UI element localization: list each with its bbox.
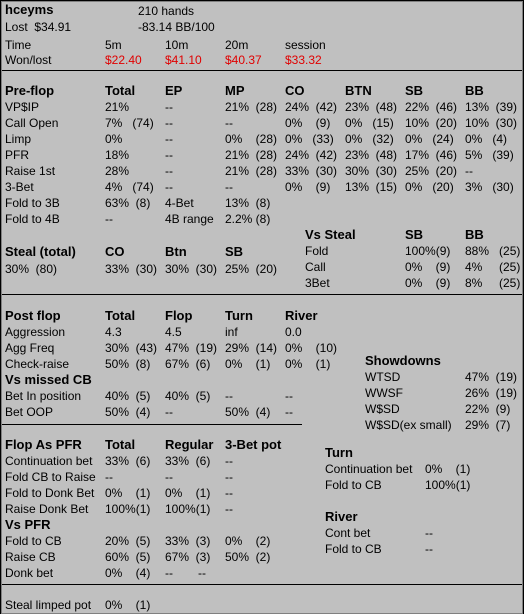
stat-value: 22% (9) — [465, 402, 511, 416]
wonlost-session: $33.32 — [285, 53, 322, 67]
flop-pfr-title: Flop As PFR — [5, 437, 82, 452]
hands-count: 210 hands — [138, 4, 195, 18]
vs-steal-title: Vs Steal — [305, 227, 356, 242]
stat-label: Call Open — [5, 116, 59, 130]
vs-steal-head-bb: BB — [465, 227, 484, 242]
stat-label: WWSF — [365, 386, 403, 400]
stat-value: -- — [165, 100, 173, 114]
stat-label: W$SD(ex small) — [365, 418, 452, 432]
stat-label: Bet OOP — [5, 405, 54, 419]
divider — [2, 70, 522, 71]
preflop-head-mp: MP — [225, 83, 245, 98]
stat-value: 60% (5) — [105, 550, 151, 564]
stat-label: Fold to CB — [5, 534, 62, 548]
stat-value: -- — [285, 405, 293, 419]
steal-title: Steal (total) — [5, 244, 76, 259]
stat-value: 0% (28) — [225, 132, 278, 146]
postflop-head-flop: Flop — [165, 308, 193, 323]
stat-value: 7% (74) — [105, 116, 154, 130]
stat-label: Fold to CB — [325, 542, 382, 556]
stat-value: 24% (42) — [285, 100, 338, 114]
stat-value: 100%(9) — [405, 244, 451, 258]
time-col-20m: 20m — [225, 38, 249, 52]
stat-value: 100%(1) — [425, 478, 471, 492]
stat-value: 50% (8) — [105, 357, 151, 371]
stat-value: 0% (1) — [105, 486, 151, 500]
stat-value: 3% (30) — [465, 180, 514, 194]
wonlost-label: Won/lost — [5, 53, 52, 67]
stat-label: Agg Freq — [5, 341, 55, 355]
flop-pfr-head-regular: Regular — [165, 437, 214, 452]
stat-value: 0% (4) — [465, 132, 508, 146]
stat-value: 21% (28) — [225, 148, 278, 162]
preflop-head-ep: EP — [165, 83, 183, 98]
stat-value: inf — [225, 325, 238, 339]
divider — [2, 294, 522, 295]
stat-value: 30% (43) — [105, 341, 158, 355]
stat-value: 21% (28) — [225, 100, 278, 114]
stat-label: Donk bet — [5, 566, 54, 580]
stat-value: 0% (1) — [425, 462, 471, 476]
stat-value: -- — [165, 470, 173, 484]
stat-value: -- — [225, 502, 233, 516]
time-label: Time — [5, 38, 32, 52]
stat-value: 67% (6) — [165, 357, 211, 371]
wonlost-10m: $41.10 — [165, 53, 202, 67]
stat-value: -- — [225, 116, 233, 130]
stat-label: Raise CB — [5, 550, 56, 564]
stat-value: 0% (4) — [105, 566, 151, 580]
divider — [2, 424, 302, 425]
missed-cb-title: Vs missed CB — [5, 372, 92, 387]
lost-amount: Lost $34.91 — [5, 20, 72, 34]
preflop-title: Pre-flop — [5, 83, 55, 98]
stat-value: 30% (30) — [345, 164, 398, 178]
stat-value: 25% (20) — [405, 164, 458, 178]
stat-value: 4.5 — [165, 325, 182, 339]
flop-pfr-head-3bet: 3-Bet pot — [225, 437, 282, 452]
stat-value: 0% (1) — [285, 357, 331, 371]
stat-value: 24% (42) — [285, 148, 338, 162]
stat-value: 0% (2) — [225, 534, 271, 548]
stat-value: 5% (39) — [465, 148, 514, 162]
stat-label: W$SD — [365, 402, 400, 416]
stat-value: -- — [105, 212, 113, 226]
stat-label: 3-Bet — [5, 180, 34, 194]
stat-label: 4B range — [165, 212, 214, 226]
stat-label: Continuation bet — [5, 454, 93, 468]
stat-value: 0% (15) — [345, 116, 394, 130]
stat-label: Check-raise — [5, 357, 70, 371]
stat-value: 26% (19) — [465, 386, 518, 400]
steal-head-btn: Btn — [165, 244, 187, 259]
river-title: River — [325, 509, 358, 524]
stat-value: -- — [225, 389, 233, 403]
stat-value: -- — [198, 566, 206, 580]
preflop-head-bb: BB — [465, 83, 484, 98]
stat-value: -- — [165, 180, 173, 194]
time-col-session: session — [285, 38, 326, 52]
stat-value: -- — [225, 180, 233, 194]
stat-value: 13% (8) — [225, 196, 271, 210]
stat-label: Call — [305, 260, 326, 274]
vs-steal-head-sb: SB — [405, 227, 424, 242]
stat-value: 0% (32) — [345, 132, 394, 146]
steal-head-co: CO — [105, 244, 125, 259]
stat-label: WTSD — [365, 370, 401, 384]
stat-value: 22% (46) — [405, 100, 458, 114]
stat-value: 0% (9) — [405, 276, 451, 290]
postflop-head-total: Total — [105, 308, 136, 323]
stat-value: 29% (7) — [465, 418, 511, 432]
flop-pfr-head-total: Total — [105, 437, 136, 452]
stat-value: 30% (80) — [5, 262, 58, 276]
stat-label: Cont bet — [325, 526, 371, 540]
stat-value: 0% (24) — [405, 132, 454, 146]
stat-label: Fold to 4B — [5, 212, 60, 226]
stat-label: Fold to CB — [325, 478, 382, 492]
stat-value: 20% (5) — [105, 534, 151, 548]
stat-value: 88% (25) — [465, 244, 521, 258]
stat-label: Raise 1st — [5, 164, 56, 178]
stat-value: 33% (30) — [105, 262, 158, 276]
stat-value: 29% (14) — [225, 341, 278, 355]
stat-value: 8% (25) — [465, 276, 521, 290]
stat-value: -- — [285, 389, 293, 403]
stat-label: VP$IP — [5, 100, 40, 114]
stat-value: 25% (20) — [225, 262, 278, 276]
preflop-head-sb: SB — [405, 83, 424, 98]
stat-value: -- — [465, 164, 473, 178]
stat-value: 21% (28) — [225, 164, 278, 178]
stat-value: 47% (19) — [165, 341, 218, 355]
stat-value: 100%(1) — [105, 502, 151, 516]
divider — [2, 584, 522, 585]
stat-value: 0% (9) — [285, 180, 331, 194]
stat-label: Steal limped pot — [5, 598, 92, 612]
stat-value: -- — [225, 454, 233, 468]
stat-value: 0% (33) — [285, 132, 334, 146]
vs-pfr-title: Vs PFR — [5, 517, 51, 532]
stat-value: 0% (1) — [105, 598, 151, 612]
stat-value: 63% (8) — [105, 196, 151, 210]
stat-label: Fold CB to Raise — [5, 470, 96, 484]
time-col-10m: 10m — [165, 38, 189, 52]
stat-value: -- — [165, 566, 173, 580]
stat-value: 23% (48) — [345, 100, 398, 114]
stat-value: -- — [105, 470, 113, 484]
stat-value: 30% (30) — [165, 262, 218, 276]
stat-label: Continuation bet — [325, 462, 413, 476]
stat-value: 0% (20) — [405, 180, 454, 194]
stat-value: 0% (10) — [285, 341, 338, 355]
time-col-5m: 5m — [105, 38, 122, 52]
showdowns-title: Showdowns — [365, 353, 441, 368]
stat-value: 40% (5) — [165, 389, 211, 403]
stat-value: 33% (6) — [105, 454, 151, 468]
wonlost-5m: $22.40 — [105, 53, 142, 67]
stat-label: Raise Donk Bet — [5, 502, 89, 516]
stat-value: 18% — [105, 148, 130, 162]
stat-value: 40% (5) — [105, 389, 151, 403]
stat-label: Limp — [5, 132, 32, 146]
stat-value: -- — [165, 116, 173, 130]
stat-value: 0% (9) — [405, 260, 451, 274]
stat-value: 13% (15) — [345, 180, 398, 194]
stat-value: 50% (4) — [225, 405, 271, 419]
stat-value: 28% — [105, 164, 130, 178]
stat-value: 33% (30) — [285, 164, 338, 178]
postflop-head-river: River — [285, 308, 318, 323]
stat-value: 0% (1) — [225, 357, 271, 371]
stat-label: Fold — [305, 244, 329, 258]
preflop-head-total: Total — [105, 83, 136, 98]
stat-label: 4-Bet — [165, 196, 194, 210]
stat-value: 33% (3) — [165, 534, 211, 548]
stat-value: -- — [225, 470, 233, 484]
stat-value: 67% (3) — [165, 550, 211, 564]
stat-value: 0.0 — [285, 325, 302, 339]
stat-value: -- — [165, 132, 173, 146]
stat-value: 10% (30) — [465, 116, 518, 130]
stat-value: 13% (39) — [465, 100, 518, 114]
preflop-head-btn: BTN — [345, 83, 372, 98]
stat-value: -- — [165, 405, 173, 419]
stat-value: 4% (74) — [105, 180, 154, 194]
stat-label: Aggression — [5, 325, 66, 339]
stat-value: -- — [425, 526, 433, 540]
stat-value: 0% (1) — [165, 486, 211, 500]
stat-value: 17% (46) — [405, 148, 458, 162]
bb-per-100: -83.14 BB/100 — [138, 20, 215, 34]
stat-label: 3Bet — [305, 276, 330, 290]
stat-label: Bet In position — [5, 389, 82, 403]
stat-value: 21% — [105, 100, 130, 114]
stat-value: -- — [165, 148, 173, 162]
stat-value: 0% (9) — [285, 116, 331, 130]
stat-label: Fold to Donk Bet — [5, 486, 95, 500]
stat-value: 47% (19) — [465, 370, 518, 384]
wonlost-20m: $40.37 — [225, 53, 262, 67]
stat-label: Fold to 3B — [5, 196, 60, 210]
hud-stats-panel — [1, 1, 523, 614]
stat-value: 50% (2) — [225, 550, 271, 564]
stat-value: 33% (6) — [165, 454, 211, 468]
stat-value: -- — [425, 542, 433, 556]
stat-value: 4.3 — [105, 325, 122, 339]
stat-label: PFR — [5, 148, 29, 162]
stat-value: 10% (20) — [405, 116, 458, 130]
stat-value: 4% (25) — [465, 260, 521, 274]
postflop-title: Post flop — [5, 308, 61, 323]
stat-value: 100%(1) — [165, 502, 211, 516]
player-name: hceyms — [5, 2, 54, 17]
stat-value: -- — [165, 164, 173, 178]
steal-head-sb: SB — [225, 244, 244, 259]
turn-title: Turn — [325, 445, 353, 460]
stat-value: 0% — [105, 132, 123, 146]
stat-value: 50% (4) — [105, 405, 151, 419]
preflop-head-co: CO — [285, 83, 305, 98]
stat-value: -- — [225, 486, 233, 500]
postflop-head-turn: Turn — [225, 308, 253, 323]
stat-value: 23% (48) — [345, 148, 398, 162]
stat-value: 2.2% (8) — [225, 212, 271, 226]
